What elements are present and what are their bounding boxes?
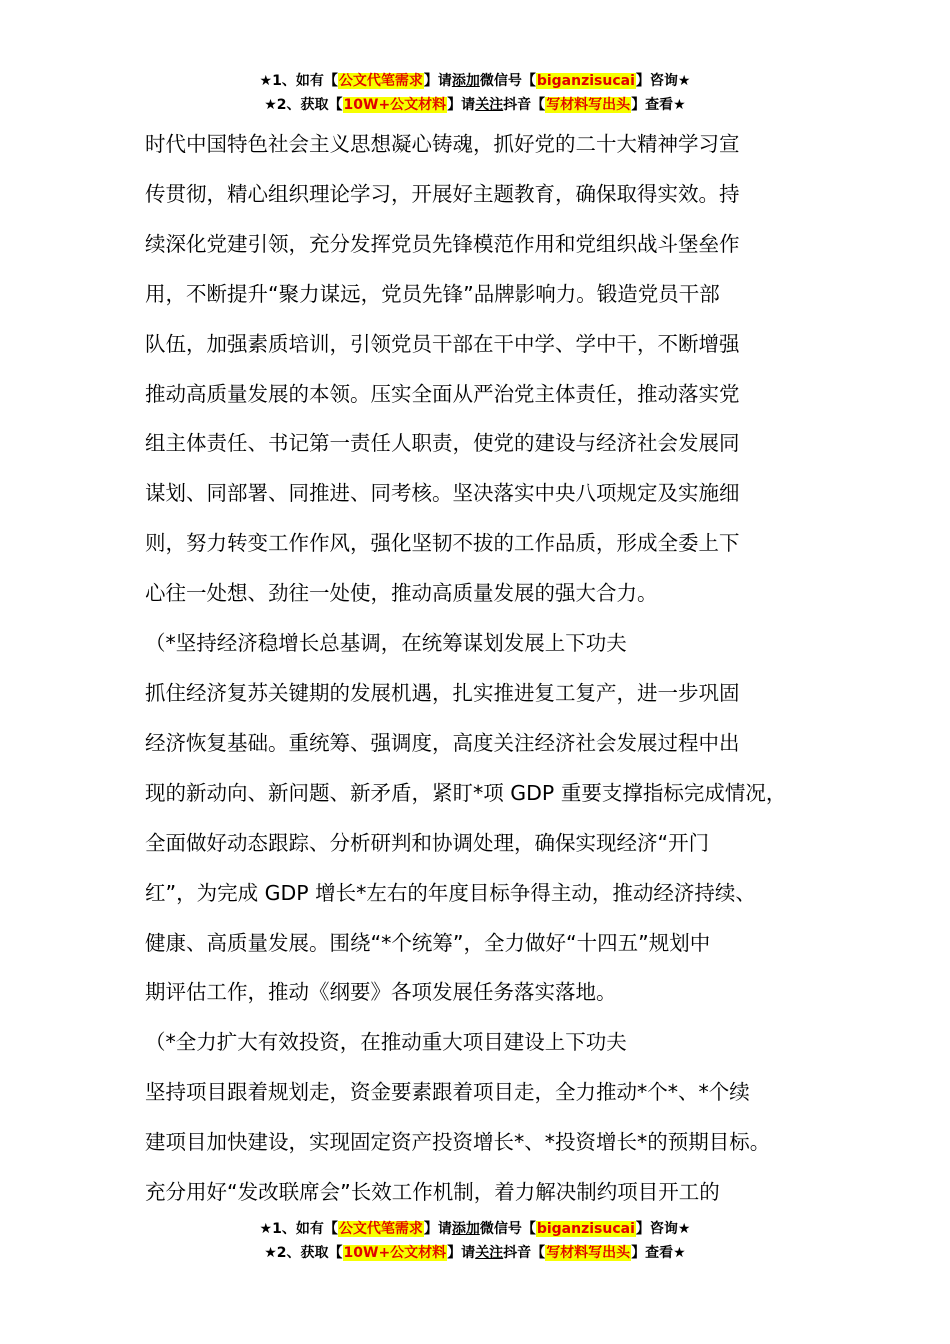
highlight-service: 公文代笔需求	[338, 73, 423, 89]
banner-line-1: ★1、如有【公文代笔需求】请添加微信号【biganzisucai】咨询★	[259, 1221, 691, 1237]
section-heading: （*全力扩大有效投资，在推动重大项目建设上下功夫	[145, 1030, 627, 1055]
highlight-wechat-id: biganzisucai	[536, 1221, 635, 1237]
highlight-materials: 10W+公文材料	[343, 97, 447, 113]
footer-banner	[0, 1217, 950, 1265]
body-line: 时代中国特色社会主义思想凝心铸魂，抓好党的二十大精神学习宣	[145, 132, 740, 156]
body-line: 期评估工作，推动《纲要》各项发展任务落实落地。	[145, 980, 617, 1005]
body-line: 心往一处想、劲往一处使，推动高质量发展的强大合力。	[145, 581, 658, 606]
body-line: 经济恢复基础。重统筹、强调度，高度关注经济社会发展过程中出	[145, 730, 740, 755]
highlight-service: 公文代笔需求	[338, 1221, 423, 1237]
body-line: 抓住经济复苏关键期的发展机遇，扎实推进复工复产，进一步巩固	[145, 680, 740, 705]
highlight-wechat-id: biganzisucai	[536, 73, 635, 89]
body-line: 健康、高质量发展。围绕“*个统筹”，全力做好“十四五”规划中	[145, 930, 711, 955]
body-line: 组主体责任、书记第一责任人职责，使党的建设与经济社会发展同	[145, 431, 740, 456]
body-line: 推动高质量发展的本领。压实全面从严治党主体责任，推动落实党	[145, 381, 740, 406]
body-line: 传贯彻，精心组织理论学习，开展好主题教育，确保取得实效。持	[145, 181, 740, 206]
banner-line-1: ★1、如有【公文代笔需求】请添加微信号【biganzisucai】咨询★	[259, 73, 691, 89]
body-line: 队伍，加强素质培训，引领党员干部在干中学、学中干，不断增强	[145, 331, 740, 356]
body-line: 则，努力转变工作作风，强化坚韧不拔的工作品质，形成全委上下	[145, 531, 740, 556]
highlight-douyin: 写材料写出头	[546, 1245, 631, 1261]
document-body	[145, 120, 835, 1218]
body-line: 现的新动向、新问题、新矛盾，紧盯*项 GDP 重要支撑指标完成情况，	[145, 780, 787, 805]
highlight-douyin: 写材料写出头	[546, 97, 631, 113]
body-line: 续深化党建引领，充分发挥党员先锋模范作用和党组织战斗堡垒作	[145, 231, 740, 256]
body-line: 坚持项目跟着规划走，资金要素跟着项目走，全力推动*个*、*个续	[145, 1080, 750, 1105]
banner-line-2: ★2、获取【10W+公文材料】请关注抖音【写材料写出头】查看★	[264, 97, 686, 113]
header-banner	[0, 69, 950, 117]
body-line: 用，不断提升“聚力谋远，党员先锋”品牌影响力。锻造党员干部	[145, 281, 720, 306]
highlight-materials: 10W+公文材料	[343, 1245, 447, 1261]
body-line: 充分用好“发改联席会”长效工作机制，着力解决制约项目开工的	[145, 1180, 720, 1205]
body-line: 谋划、同部署、同推进、同考核。坚决落实中央八项规定及实施细	[145, 481, 740, 506]
body-line: 红”，为完成 GDP 增长*左右的年度目标争得主动，推动经济持续、	[145, 880, 756, 905]
section-heading: （*坚持经济稳增长总基调，在统筹谋划发展上下功夫	[145, 631, 627, 656]
body-line: 全面做好动态跟踪、分析研判和协调处理，确保实现经济“开门	[145, 830, 710, 855]
body-line: 建项目加快建设，实现固定资产投资增长*、*投资增长*的预期目标。	[145, 1130, 771, 1155]
banner-line-2: ★2、获取【10W+公文材料】请关注抖音【写材料写出头】查看★	[264, 1245, 686, 1261]
